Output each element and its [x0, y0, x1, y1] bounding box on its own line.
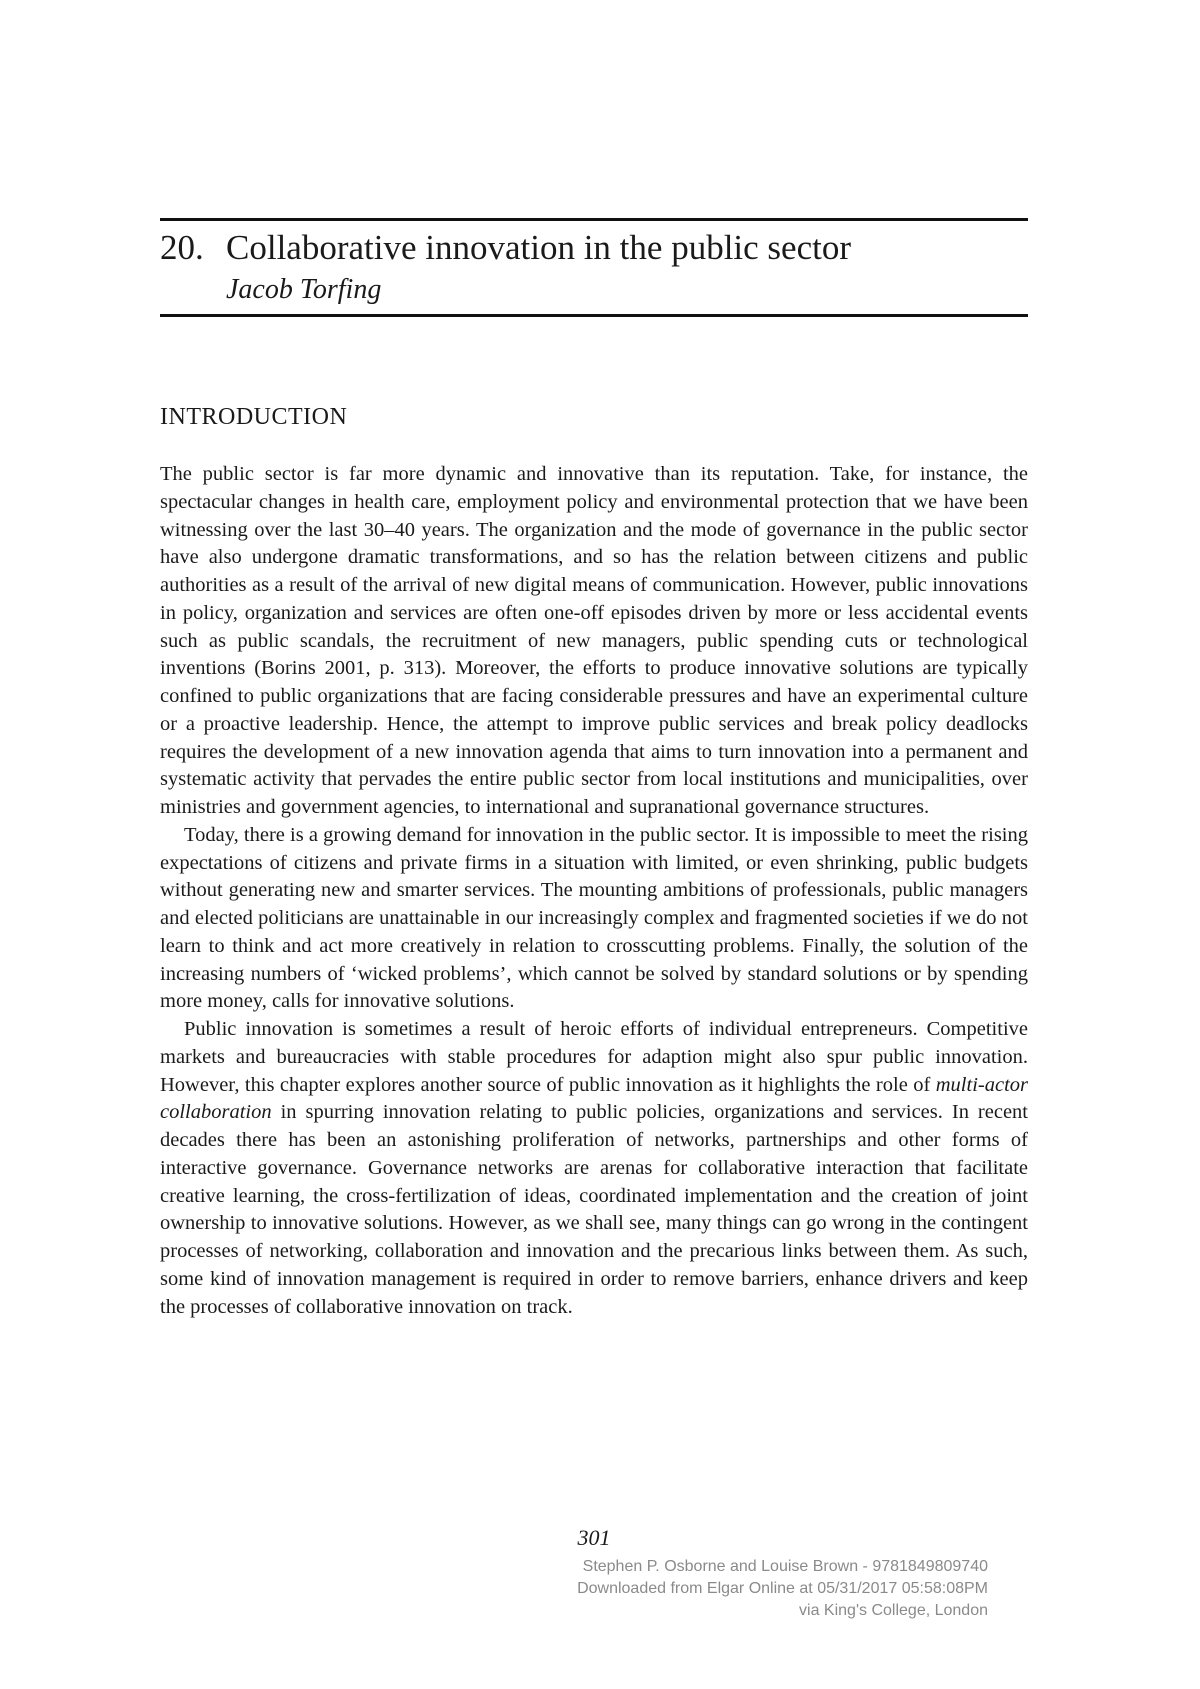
- body-text: [160, 461, 1028, 1321]
- footer-line-institution: via King's College, London: [799, 1602, 988, 1619]
- chapter-title-text: Collaborative innovation in the public sector: [226, 228, 851, 267]
- footer-line-source: Stephen P. Osborne and Louise Brown - 9781849809740: [582, 1558, 988, 1575]
- paragraph-2: Today, there is a growing demand for innovation in the public sector. It is impossible to meet the rising expectations of citizens and private firms in a situation with limited, or even shrinking, public budgets without generating new and smarter services. The mounting ambitions of professionals, public managers and elected politicians are unattainable in our increasingly complex and fragmented societies if we do not learn to think and act more creatively in relation to crosscutting problems. Finally, the solution of the increasing numbers of ‘wicked problems’, which cannot be solved by standard solutions or by spending more money, calls for innovative solutions.: [160, 823, 1028, 1013]
- footer-line-download: Downloaded from Elgar Online at 05/31/2017 05:58:08PM: [577, 1580, 988, 1597]
- paragraph-3-part-1: Public innovation is sometimes a result of heroic efforts of individual entrepreneurs. Competitive markets and bureaucracies with stable procedures for adaption might also spur public innovation. However, this chapter explores another source of public innovation as it highlights the role of: [160, 1018, 1028, 1096]
- paragraph-3: [160, 1016, 1028, 1321]
- chapter-author: Jacob Torfing: [226, 274, 382, 305]
- chapter-title: [160, 226, 1028, 270]
- paragraph-3-part-2: in spurring innovation relating to public policies, organizations and services. In recent decades there has been an astonishing proliferation of networks, partnerships and other forms of interactive governance. Governance networks are arenas for collaborative interaction that facilitate creative learning, the cross-fertilization of ideas, coordinated implementation and the creation of joint ownership to innovative solutions. However, as we shall see, many things can go wrong in the contingent processes of networking, collaboration and innovation and the precarious links between them. As such, some kind of innovation management is required in order to remove barriers, enhance drivers and keep the processes of collaborative innovation on track.: [160, 1101, 1028, 1318]
- chapter-number: 20.: [160, 228, 204, 267]
- page-number: 301: [577, 1525, 611, 1550]
- section-heading: INTRODUCTION: [160, 404, 348, 430]
- chapter-bottom-rule: [160, 314, 1028, 317]
- emphasis-multi-actor-collaboration: multi-actor collaboration: [160, 1073, 1028, 1124]
- chapter-top-rule: [160, 218, 1028, 221]
- paragraph-1: The public sector is far more dynamic and innovative than its reputation. Take, for instance, the spectacular changes in health care, employment policy and environmental protection that we have been witnessing over the last 30–40 years. The organization and the mode of governance in the public sector have also undergone dramatic transformations, and so has the relation between citizens and public authorities as a result of the arrival of new digital means of communication. However, public innovations in policy, organization and services are often one-off episodes driven by more or less accidental events such as public scandals, the recruitment of new managers, public spending cuts or technological inventions (Borins 2001, p. 313). Moreover, the efforts to produce innovative solutions are typically confined to public organizations that are facing considerable pressures and have an experimental culture or a proactive leadership. Hence, the attempt to improve public services and break policy deadlocks requires the development of a new innovation agenda that aims to turn innovation into a permanent and systematic activity that pervades the entire public sector from local institutions and municipalities, over ministries and government agencies, to international and supranational governance structures.: [160, 463, 1028, 818]
- download-watermark: [400, 1556, 988, 1622]
